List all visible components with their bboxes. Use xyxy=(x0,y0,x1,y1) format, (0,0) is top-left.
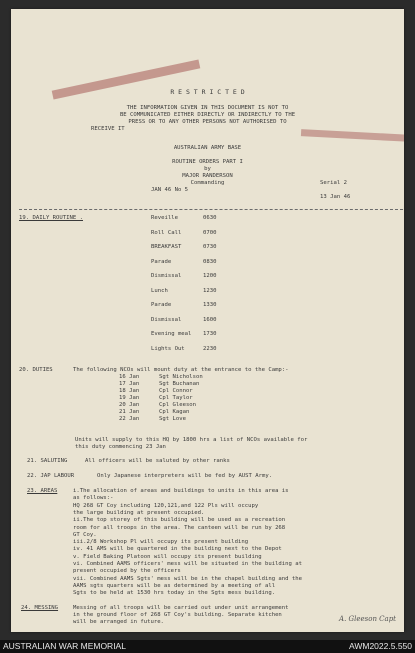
duty-name: Sgt Love xyxy=(159,416,186,422)
areas-line: GT Coy. xyxy=(73,531,97,538)
by: by xyxy=(204,166,211,172)
duty-name: Cpl Taylor xyxy=(159,395,193,401)
red-mark xyxy=(301,129,404,142)
areas-line: iii.2/8 Workshop Pl will occupy its present building xyxy=(73,539,249,546)
routine-time: 2230 xyxy=(203,345,217,352)
footer-accession: AWM2022.5.550 xyxy=(349,641,412,651)
warning-line: BE COMMUNICATED EITHER DIRECTLY OR INDIRECTLY TO THE xyxy=(119,112,296,118)
warning-line: THE INFORMATION GIVEN IN THIS DOCUMENT IS NOT TO xyxy=(126,105,289,111)
messing-line: in the ground floor of 268 GT Coy's building. Separate kitchen xyxy=(73,612,282,618)
date-number: JAN 46 No 5 xyxy=(151,187,189,193)
signature: A. Gleeson Capt xyxy=(339,615,396,623)
areas-line: present occupied by the officers xyxy=(73,568,181,575)
duty-name: Cpl Gleeson xyxy=(159,402,197,408)
areas-line: iv. 41 AMS will be quartered in the building next to the Depot xyxy=(73,546,282,553)
section-label: 19. DAILY ROUTINE . xyxy=(19,215,83,221)
duty-date: 17 Jan xyxy=(119,381,140,387)
unit-name: AUSTRALIAN ARMY BASE xyxy=(173,145,242,151)
areas-line: vi. Combined AAMS officers' mess will be situated in the building at xyxy=(73,561,303,567)
areas-line: as follows:- xyxy=(73,495,114,502)
duty-name: Cpl Connor xyxy=(159,388,193,394)
warning-line: PRESS OR TO ANY OTHER PERSONS NOT AUTHORISED TO xyxy=(128,119,287,125)
warning-line: RECEIVE IT xyxy=(91,126,125,132)
routine-item: Evening meal xyxy=(151,331,192,337)
divider xyxy=(19,209,403,210)
serial: Serial 2 xyxy=(320,180,347,186)
duty-date: 22 Jan xyxy=(119,416,140,422)
routine-time: 1600 xyxy=(203,316,217,323)
saluting-text: All officers will be saluted by other ranks xyxy=(85,458,230,464)
duty-name: Sgt Nicholson xyxy=(159,374,203,380)
serial-date: 13 Jan 46 xyxy=(320,194,351,200)
duties-intro: The following NCOs will mount duty at the entrance to the Camp:- xyxy=(73,367,289,373)
routine-item: Parade xyxy=(151,302,172,308)
routine-time: 1730 xyxy=(203,331,217,337)
routine-item: Lights Out xyxy=(151,345,185,352)
routine-item: Reveille xyxy=(151,215,178,221)
commander: MAJOR RANDERSON xyxy=(182,173,233,179)
section-label: 21. SALUTING xyxy=(27,458,68,464)
areas-line: AAMS sgts quarters will be as determined by a meeting of all xyxy=(73,582,276,589)
areas-line: Sgts to be held at 1530 hrs today in the Sgts mess building. xyxy=(73,590,276,597)
section-label: 20. DUTIES xyxy=(19,367,53,373)
routine-time: 0730 xyxy=(203,244,217,250)
commanding: Commanding xyxy=(190,180,225,186)
routine-time: 1200 xyxy=(203,273,217,279)
routine-item: Dismissal xyxy=(151,273,182,279)
routine-time: 0700 xyxy=(203,229,217,236)
routine-time: 1330 xyxy=(203,302,217,308)
footer-bar xyxy=(0,640,415,653)
routine-item: Lunch xyxy=(151,287,168,294)
routine-item: BREAKFAST xyxy=(151,244,182,250)
areas-line: HQ 268 GT Coy including 120,121,and 122 Pls will occupy xyxy=(73,502,259,509)
areas-line: ii.The top storey of this building will be used as a recreation xyxy=(73,517,286,524)
routine-item: Parade xyxy=(151,258,172,265)
duties-note: this duty commencing 23 Jan xyxy=(75,444,166,450)
routine-item: Dismissal xyxy=(151,316,182,323)
areas-line: v. Field Baking Platoon will occupy its present building xyxy=(73,553,262,560)
routine-time: 0630 xyxy=(203,215,217,221)
duty-date: 20 Jan xyxy=(119,402,140,408)
duties-note: Units will supply to this HQ by 1800 hrs a list of NCOs available for xyxy=(75,437,308,443)
areas-line: room for all troops in the area. The canteen will be run by 268 xyxy=(73,524,286,531)
duty-date: 16 Jan xyxy=(119,374,140,380)
areas-line: i.The allocation of areas and buildings to units in this area is xyxy=(73,488,289,494)
section-label: 23. AREAS xyxy=(27,488,58,494)
routine-time: 1230 xyxy=(203,287,217,294)
duty-date: 19 Jan xyxy=(119,395,140,401)
section-label: 24. MESSING xyxy=(21,605,59,611)
routine-time: 0830 xyxy=(203,258,217,265)
document-page xyxy=(11,9,404,632)
duty-date: 18 Jan xyxy=(119,388,140,394)
routine-item: Roll Call xyxy=(151,229,182,236)
messing-line: Messing of all troops will be carried out under unit arrangement xyxy=(73,605,289,611)
duty-name: Cpl Kagan xyxy=(159,409,190,415)
duty-name: Sgt Buchanan xyxy=(159,381,200,387)
footer-institution: AUSTRALIAN WAR MEMORIAL xyxy=(3,641,126,651)
section-label: 22. JAP LABOUR xyxy=(27,473,75,479)
areas-line: vii. Combined AAMS Sgts' mess will be in the chapel building and the xyxy=(73,575,303,582)
orders-title: ROUTINE ORDERS PART I xyxy=(172,159,243,165)
classification: R E S T R I C T E D xyxy=(170,88,245,96)
labour-text: Only Japanese interpreters will be fed by AUST Army. xyxy=(97,473,273,479)
messing-line: will be arranged in future. xyxy=(73,619,164,625)
duty-date: 21 Jan xyxy=(119,409,140,415)
areas-line: the large building at present occupied. xyxy=(73,509,205,516)
